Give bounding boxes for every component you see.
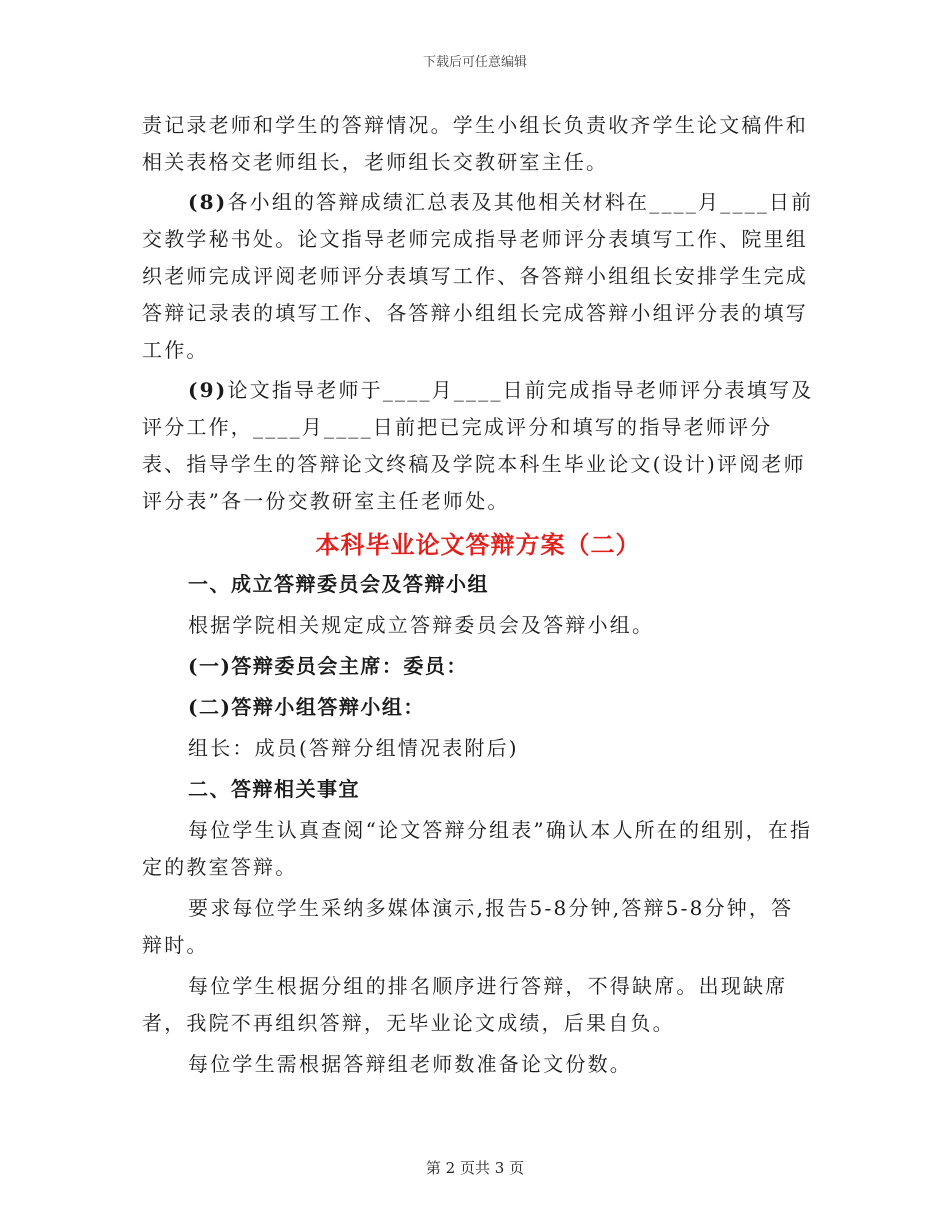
group-members: 组长：成员(答辩分组情况表附后): [188, 736, 519, 760]
part-2-item-2: 要求每位学生采纳多媒体演示,报告5-8分钟,答辩5-8分钟，答辩时。: [142, 896, 794, 957]
section-title: 本科毕业论文答辩方案（二）: [315, 530, 641, 559]
paragraph-continued: 责记录老师和学生的答辩情况。学生小组长负责收齐学生论文稿件和相关表格交老师组长，老师组长交教研室主任。: [142, 113, 808, 174]
item-number-8: (8): [188, 190, 228, 214]
heading-part-2: 二、答辩相关事宜: [188, 777, 360, 801]
page-header: 下载后可任意编辑: [422, 55, 527, 70]
document-body: [142, 107, 814, 1083]
part-1-text: 根据学院相关规定成立答辩委员会及答辩小组。: [188, 613, 655, 637]
item-8-text: 各小组的答辩成绩汇总表及其他相关材料在____月____日前交教学秘书处。论文指导老师完成指导老师评分表填写工作、院里组织老师完成评阅老师评分表填写工作、各答辩小组组长安排学生完成答辩记录表的填写工作、各答辩小组组长完成答辩小组评分表的填写工作。: [142, 190, 814, 362]
subheading-group: (二)答辩小组答辩小组：: [188, 695, 425, 719]
item-number-9: (9): [188, 378, 228, 402]
page-footer: 第 2 页共 3 页: [425, 1159, 525, 1177]
paragraph-item-9: [142, 372, 814, 520]
paragraph-item-8: [142, 184, 814, 369]
item-9-text: 论文指导老师于____月____日前完成指导老师评分表填写及评分工作，____月____日前把已完成评分和填写的指导老师评分表、指导学生的答辩论文终稿及学院本科生毕业论文(设计)评阅老师评分表”各一份交教研室主任老师处。: [142, 378, 814, 513]
part-2-item-1: 每位学生认真查阅“论文答辩分组表”确认本人所在的组别，在指定的教室答辩。: [142, 818, 813, 879]
part-2-item-4: 每位学生需根据答辩组老师数准备论文份数。: [188, 1052, 632, 1076]
subheading-committee: (一)答辩委员会主席：委员：: [188, 654, 468, 678]
part-2-item-3: 每位学生根据分组的排名顺序进行答辩，不得缺席。出现缺席者，我院不再组织答辩，无毕业论文成绩，后果自负。: [142, 974, 788, 1035]
heading-part-1: 一、成立答辩委员会及答辩小组: [188, 572, 489, 596]
